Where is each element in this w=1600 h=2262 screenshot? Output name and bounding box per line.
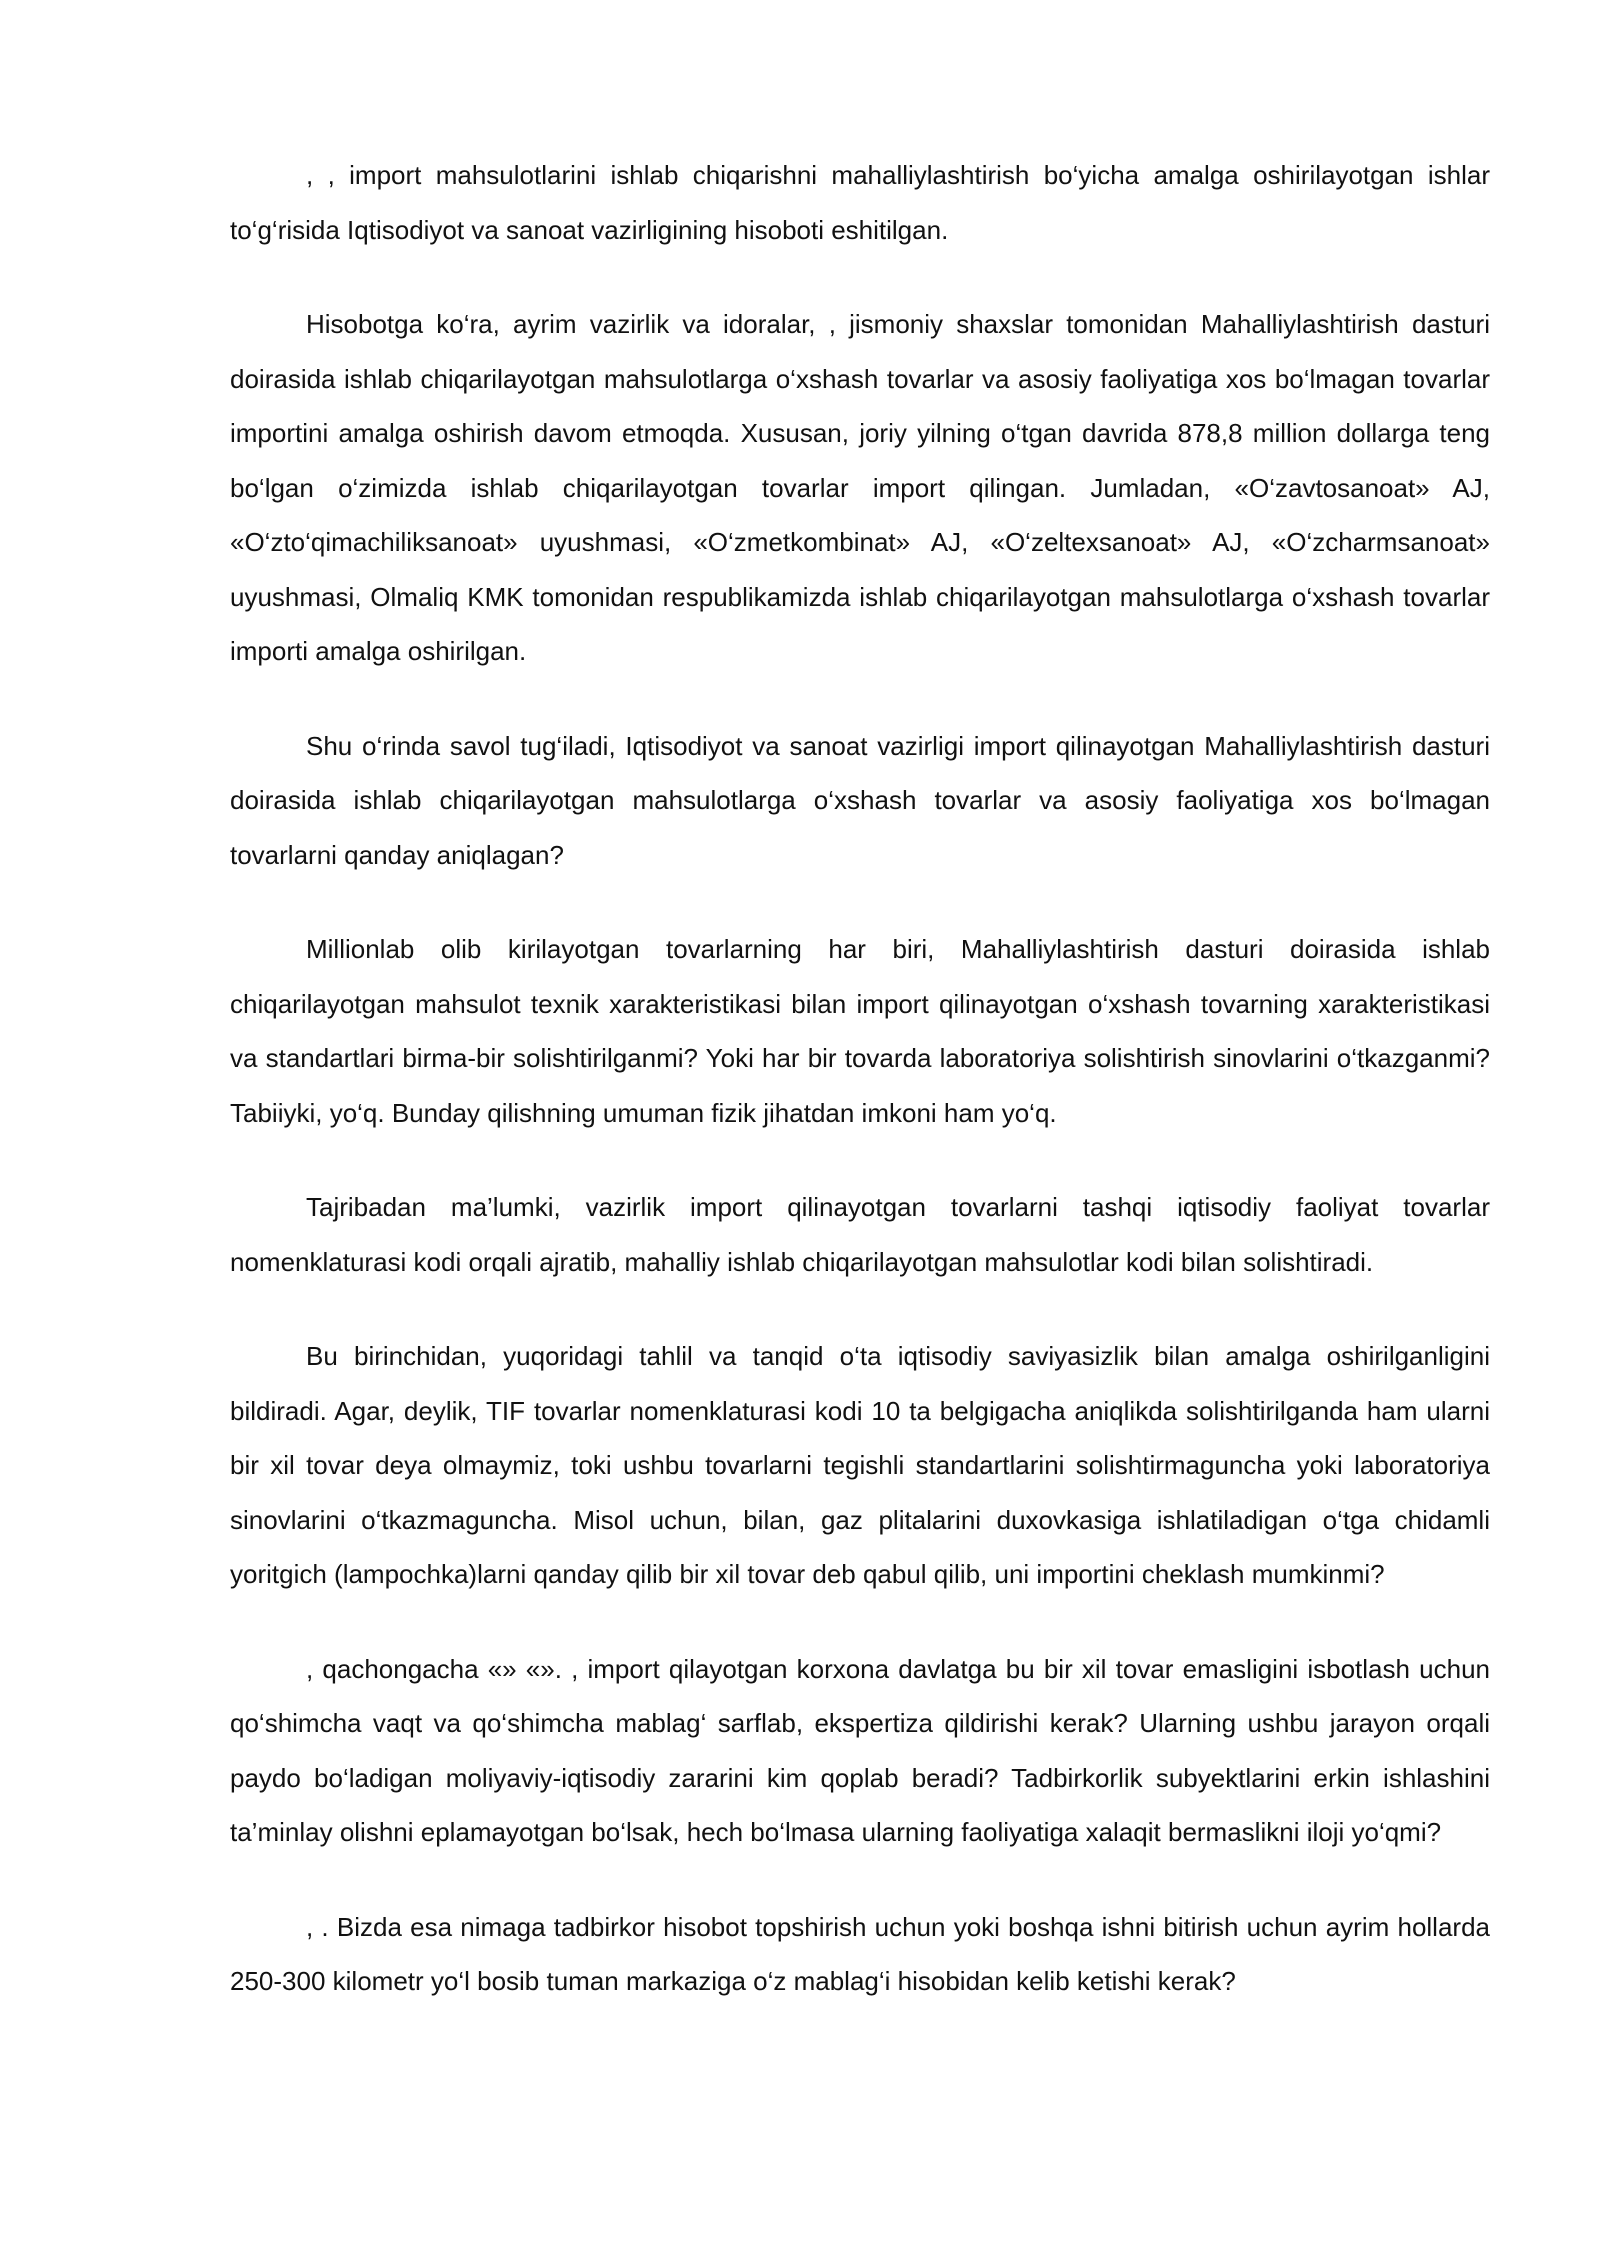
paragraph-4: Millionlab olib kirilayotgan tovarlarning har biri, Mahalliylashtirish dasturi doirasida ishlab chiqarilayotgan mahsulot texnik xarakteristikasi bilan import qilinayotgan o‘xshash tovarning xarakteristikasi va standartlari birma-bir solishtirilganmi? Yoki har bir tovarda laboratoriya solishtirish sinovlarini o‘tkazganmi? Tabiiyki, yo‘q. Bunday qilishning umuman fizik jihatdan imkoni ham yo‘q. [230, 934, 1490, 1128]
paragraph-8: , . Bizda esa nimaga tadbirkor hisobot topshirish uchun yoki boshqa ishni bitirish uchun ayrim hollarda 250-300 kilometr yo‘l bosib tuman markaziga o‘z mablag‘i hisobidan kelib ketishi kerak? [230, 1911, 1490, 1996]
paragraph-5: Tajribadan ma’lumki, vazirlik import qilinayotgan tovarlarni tashqi iqtisodiy faoliyat tovarlar nomenklaturasi kodi orqali ajratib, mahalliy ishlab chiqarilayotgan mahsulotlar kodi bilan solishtiradi. [230, 1192, 1490, 1277]
paragraph-3: Shu o‘rinda savol tug‘iladi, Iqtisodiyot va sanoat vazirligi import qilinayotgan Mahalliylashtirish dasturi doirasida ishlab chiqarilayotgan mahsulotlarga o‘xshash tovarlar va asosiy faoliyatiga xos bo‘lmagan tovarlarni qanday aniqlagan? [230, 730, 1490, 870]
paragraph-6: Bu birinchidan, yuqoridagi tahlil va tanqid o‘ta iqtisodiy saviyasizlik bilan amalga oshirilganligini bildiradi. Agar, deylik, TIF tovarlar nomenklaturasi kodi 10 ta belgigacha aniqlikda solishtirilganda ham ularni bir xil tovar deya olmaymiz, toki ushbu tovarlarni tegishli standartlarini solishtirmaguncha yoki laboratoriya sinovlarini o‘tkazmaguncha. Misol uchun, bilan, gaz plitalarini duxovkasiga ishlatiladigan o‘tga chidamli yoritgich (lampochka)larni qanday qilib bir xil tovar deb qabul qilib, uni importini cheklash mumkinmi? [230, 1341, 1490, 1589]
paragraph-7: , qachongacha «» «». , import qilayotgan korxona davlatga bu bir xil tovar emasligini isbotlash uchun qo‘shimcha vaqt va qo‘shimcha mablag‘ sarflab, ekspertiza qildirishi kerak? Ularning ushbu jarayon orqali paydo bo‘ladigan moliyaviy-iqtisodiy zararini kim qoplab beradi? Tadbirkorlik subyektlarini erkin ishlashini ta’minlay olishni eplamayotgan bo‘lsak, hech bo‘lmasa ularning faoliyatiga xalaqit bermaslikni iloji yo‘qmi? [230, 1653, 1490, 1847]
paragraph-2: Hisobotga ko‘ra, ayrim vazirlik va idoralar, , jismoniy shaxslar tomonidan Mahalliylashtirish dasturi doirasida ishlab chiqarilayotgan mahsulotlarga o‘xshash tovarlar va asosiy faoliyatiga xos bo‘lmagan tovarlar importini amalga oshirish davom etmoqda. Xususan, joriy yilning o‘tgan davrida 878,8 million dollarga teng bo‘lgan o‘zimizda ishlab chiqarilayotgan tovarlar import qilingan. Jumladan, «O‘zavtosanoat» AJ, «O‘zto‘qimachiliksanoat» uyushmasi, «O‘zmetkombinat» AJ, «O‘zeltexsanoat» AJ, «O‘zcharmsanoat» uyushmasi, Olmaliq KMK tomonidan respublikamizda ishlab chiqarilayotgan mahsulotlarga o‘xshash tovarlar importi amalga oshirilgan. [230, 309, 1490, 666]
document-page [230, 148, 1490, 2049]
paragraph-1: , , import mahsulotlarini ishlab chiqarishni mahalliylashtirish bo‘yicha amalga oshirilayotgan ishlar to‘g‘risida Iqtisodiyot va sanoat vazirligining hisoboti eshitilgan. [230, 160, 1490, 245]
